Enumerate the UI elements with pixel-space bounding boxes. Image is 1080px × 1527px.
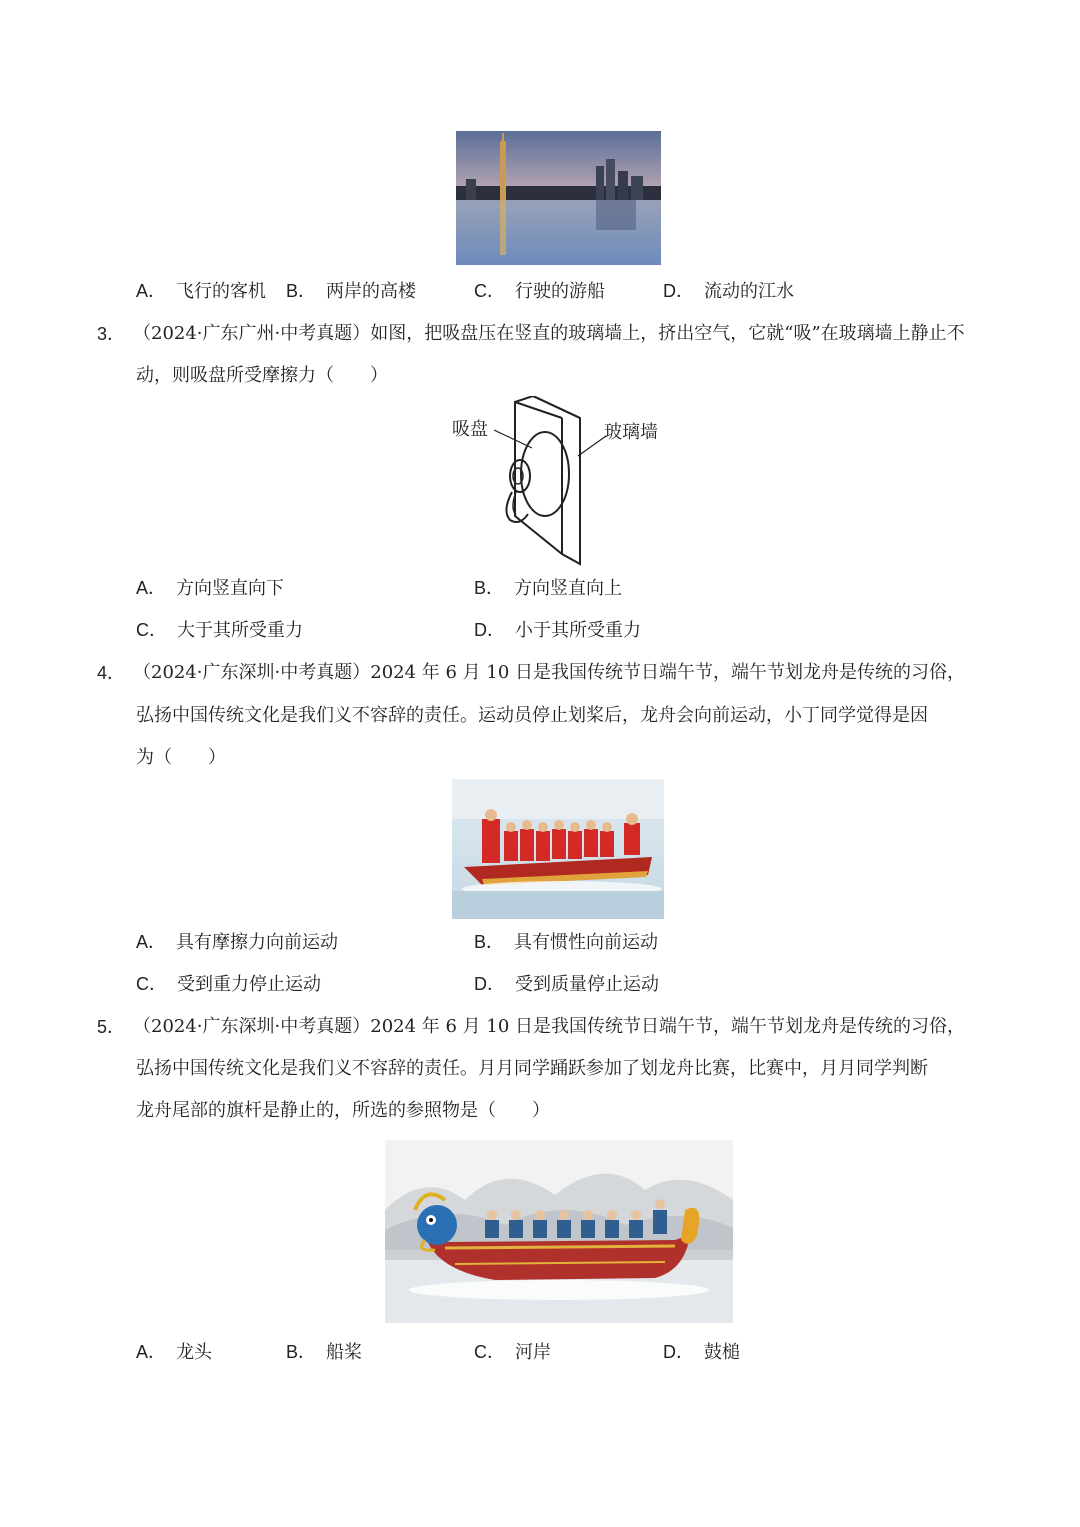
- figure-label-suction-cup: 吸盘: [452, 419, 488, 440]
- q5-option-b: B． 船桨: [286, 1342, 363, 1363]
- q3-option-d: D． 小于其所受重力: [474, 620, 641, 641]
- q4-number: 4．: [97, 663, 126, 683]
- q3-number: 3．: [97, 324, 126, 344]
- suction-cup-figure: [440, 396, 680, 568]
- q5-option-a: A． 龙头: [136, 1342, 213, 1363]
- q4-option-a: A． 具有摩擦力向前运动: [136, 932, 339, 953]
- figure-label-glass-wall: 玻璃墙: [604, 422, 658, 443]
- q5-stem-line2: 弘扬中国传统文化是我们义不容辞的责任。月月同学踊跃参加了划龙舟比赛，比赛中，月月同学判断: [136, 1058, 928, 1079]
- q4-stem-line3: 为（ ）: [136, 747, 226, 768]
- q3-stem-line2: 动，则吸盘所受摩擦力（ ）: [136, 365, 388, 386]
- dragon-boat-photo: [452, 779, 664, 919]
- q5-stem-line3: 龙舟尾部的旗杆是静止的，所选的参照物是（ ）: [136, 1100, 550, 1121]
- q3-option-a: A． 方向竖直向下: [136, 578, 285, 599]
- q2-option-c: C． 行驶的游船: [474, 281, 605, 302]
- q4-option-c: C． 受到重力停止运动: [136, 974, 321, 995]
- q3-option-b: B． 方向竖直向上: [474, 578, 623, 599]
- q5-stem-line1: （2024·广东深圳·中考真题）2024 年 6 月 10 日是我国传统节日端午节，端午节划龙舟是传统的习俗，: [133, 1016, 966, 1037]
- q4-stem-line2: 弘扬中国传统文化是我们义不容辞的责任。运动员停止划桨后，龙舟会向前运动，小丁同学觉得是因: [136, 705, 928, 726]
- q2-option-a: A． 飞行的客机: [136, 281, 267, 302]
- q3-option-c: C． 大于其所受重力: [136, 620, 303, 641]
- q3-stem-line1: （2024·广东广州·中考真题）如图，把吸盘压在竖直的玻璃墙上，挤出空气，它就“吸”在玻璃墙上静止不: [133, 323, 965, 344]
- q2-option-b: B． 两岸的高楼: [286, 281, 417, 302]
- q5-option-d: D． 鼓槌: [663, 1342, 740, 1363]
- q5-number: 5．: [97, 1017, 126, 1037]
- city-skyline-photo: [456, 131, 661, 265]
- q2-option-d: D． 流动的江水: [663, 281, 794, 302]
- q4-option-d: D． 受到质量停止运动: [474, 974, 659, 995]
- q5-option-c: C． 河岸: [474, 1342, 551, 1363]
- dragon-boat-illustration: [385, 1140, 733, 1323]
- q4-option-b: B． 具有惯性向前运动: [474, 932, 659, 953]
- q4-stem-line1: （2024·广东深圳·中考真题）2024 年 6 月 10 日是我国传统节日端午节，端午节划龙舟是传统的习俗，: [133, 662, 966, 683]
